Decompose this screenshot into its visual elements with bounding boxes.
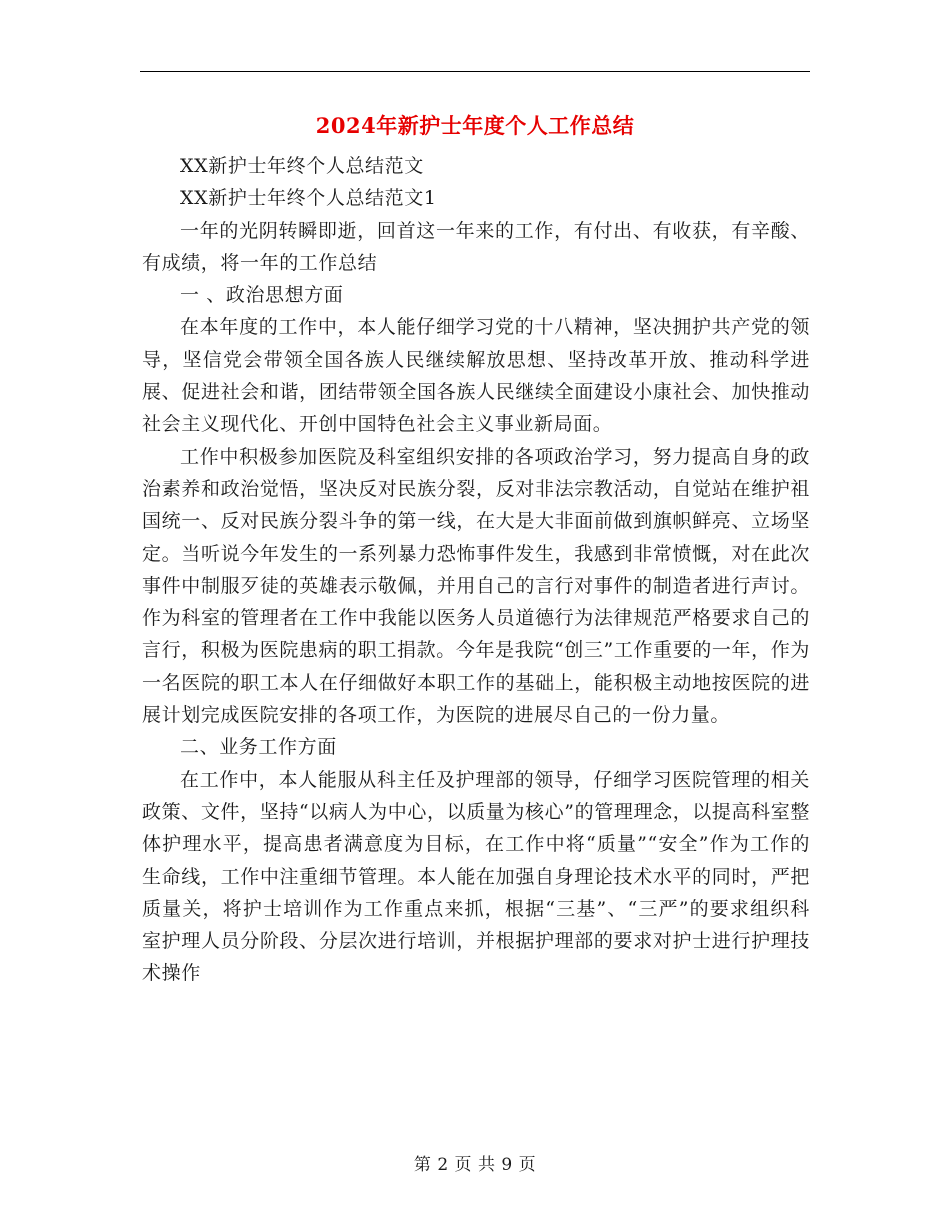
paragraph: 一年的光阴转瞬即逝，回首这一年来的工作，有付出、有收获，有辛酸、有成绩，将一年的工作总结 <box>142 219 810 274</box>
footer-prefix: 第 <box>413 1155 432 1175</box>
total-page-count: 9 <box>501 1155 513 1175</box>
footer-suffix: 页 <box>518 1155 537 1175</box>
header-rule <box>140 71 810 72</box>
paragraph: 工作中积极参加医院及科室组织安排的各项政治学习，努力提高自身的政治素养和政治觉悟，坚决反对民族分裂，反对非法宗教活动，自觉站在维护祖国统一、反对民族分裂斗争的第一线，在大是大非面前做到旗帜鲜亮、立场坚定。当听说今年发生的一系列暴力恐怖事件发生，我感到非常愤慨，对在此次事件中制服歹徒的英雄表示敬佩，并用自己的言行对事件的制造者进行声讨。作为科室的管理者在工作中我能以医务人员道德行为法律规范严格要求自己的言行，积极为医院患病的职工捐款。今年是我院“创三”工作重要的一年，作为一名医院的职工本人在仔细做好本职工作的基础上，能积极主动地按医院的进展计划完成医院安排的各项工作，为医院的进展尽自己的一份力量。 <box>142 445 810 727</box>
document-title: 2024年新护士年度个人工作总结 <box>315 113 635 138</box>
current-page-number: 2 <box>437 1155 449 1175</box>
footer-middle: 页 共 <box>454 1155 496 1175</box>
paragraph: XX新护士年终个人总结范文1 <box>180 187 437 210</box>
document-body <box>142 150 810 990</box>
paragraph: XX新护士年终个人总结范文 <box>180 155 424 177</box>
section-heading: 一 、政治思想方面 <box>180 284 344 307</box>
section-heading: 二、业务工作方面 <box>180 736 337 759</box>
paragraph: 在本年度的工作中，本人能仔细学习党的十八精神，坚决拥护共产党的领导，坚信党会带领全国各族人民继续解放思想、坚持改革开放、推动科学进展、促进社会和谐，团结带领全国各族人民继续全面建设小康社会、加快推动社会主义现代化、开创中国特色社会主义事业新局面。 <box>142 316 810 436</box>
paragraph: 在工作中，本人能服从科主任及护理部的领导，仔细学习医院管理的相关政策、文件，坚持“以病人为中心，以质量为核心”的管理理念，以提高科室整体护理水平，提高患者满意度为目标，在工作中将“质量”“安全”作为工作的生命线，工作中注重细节管理。本人能在加强自身理论技术水平的同时，严把质量关，将护士培训作为工作重点来抓，根据“三基”、“三严”的要求组织科室护理人员分阶段、分层次进行培训，并根据护理部的要求对护士进行护理技术操作 <box>142 768 810 985</box>
page-footer <box>140 1153 810 1177</box>
